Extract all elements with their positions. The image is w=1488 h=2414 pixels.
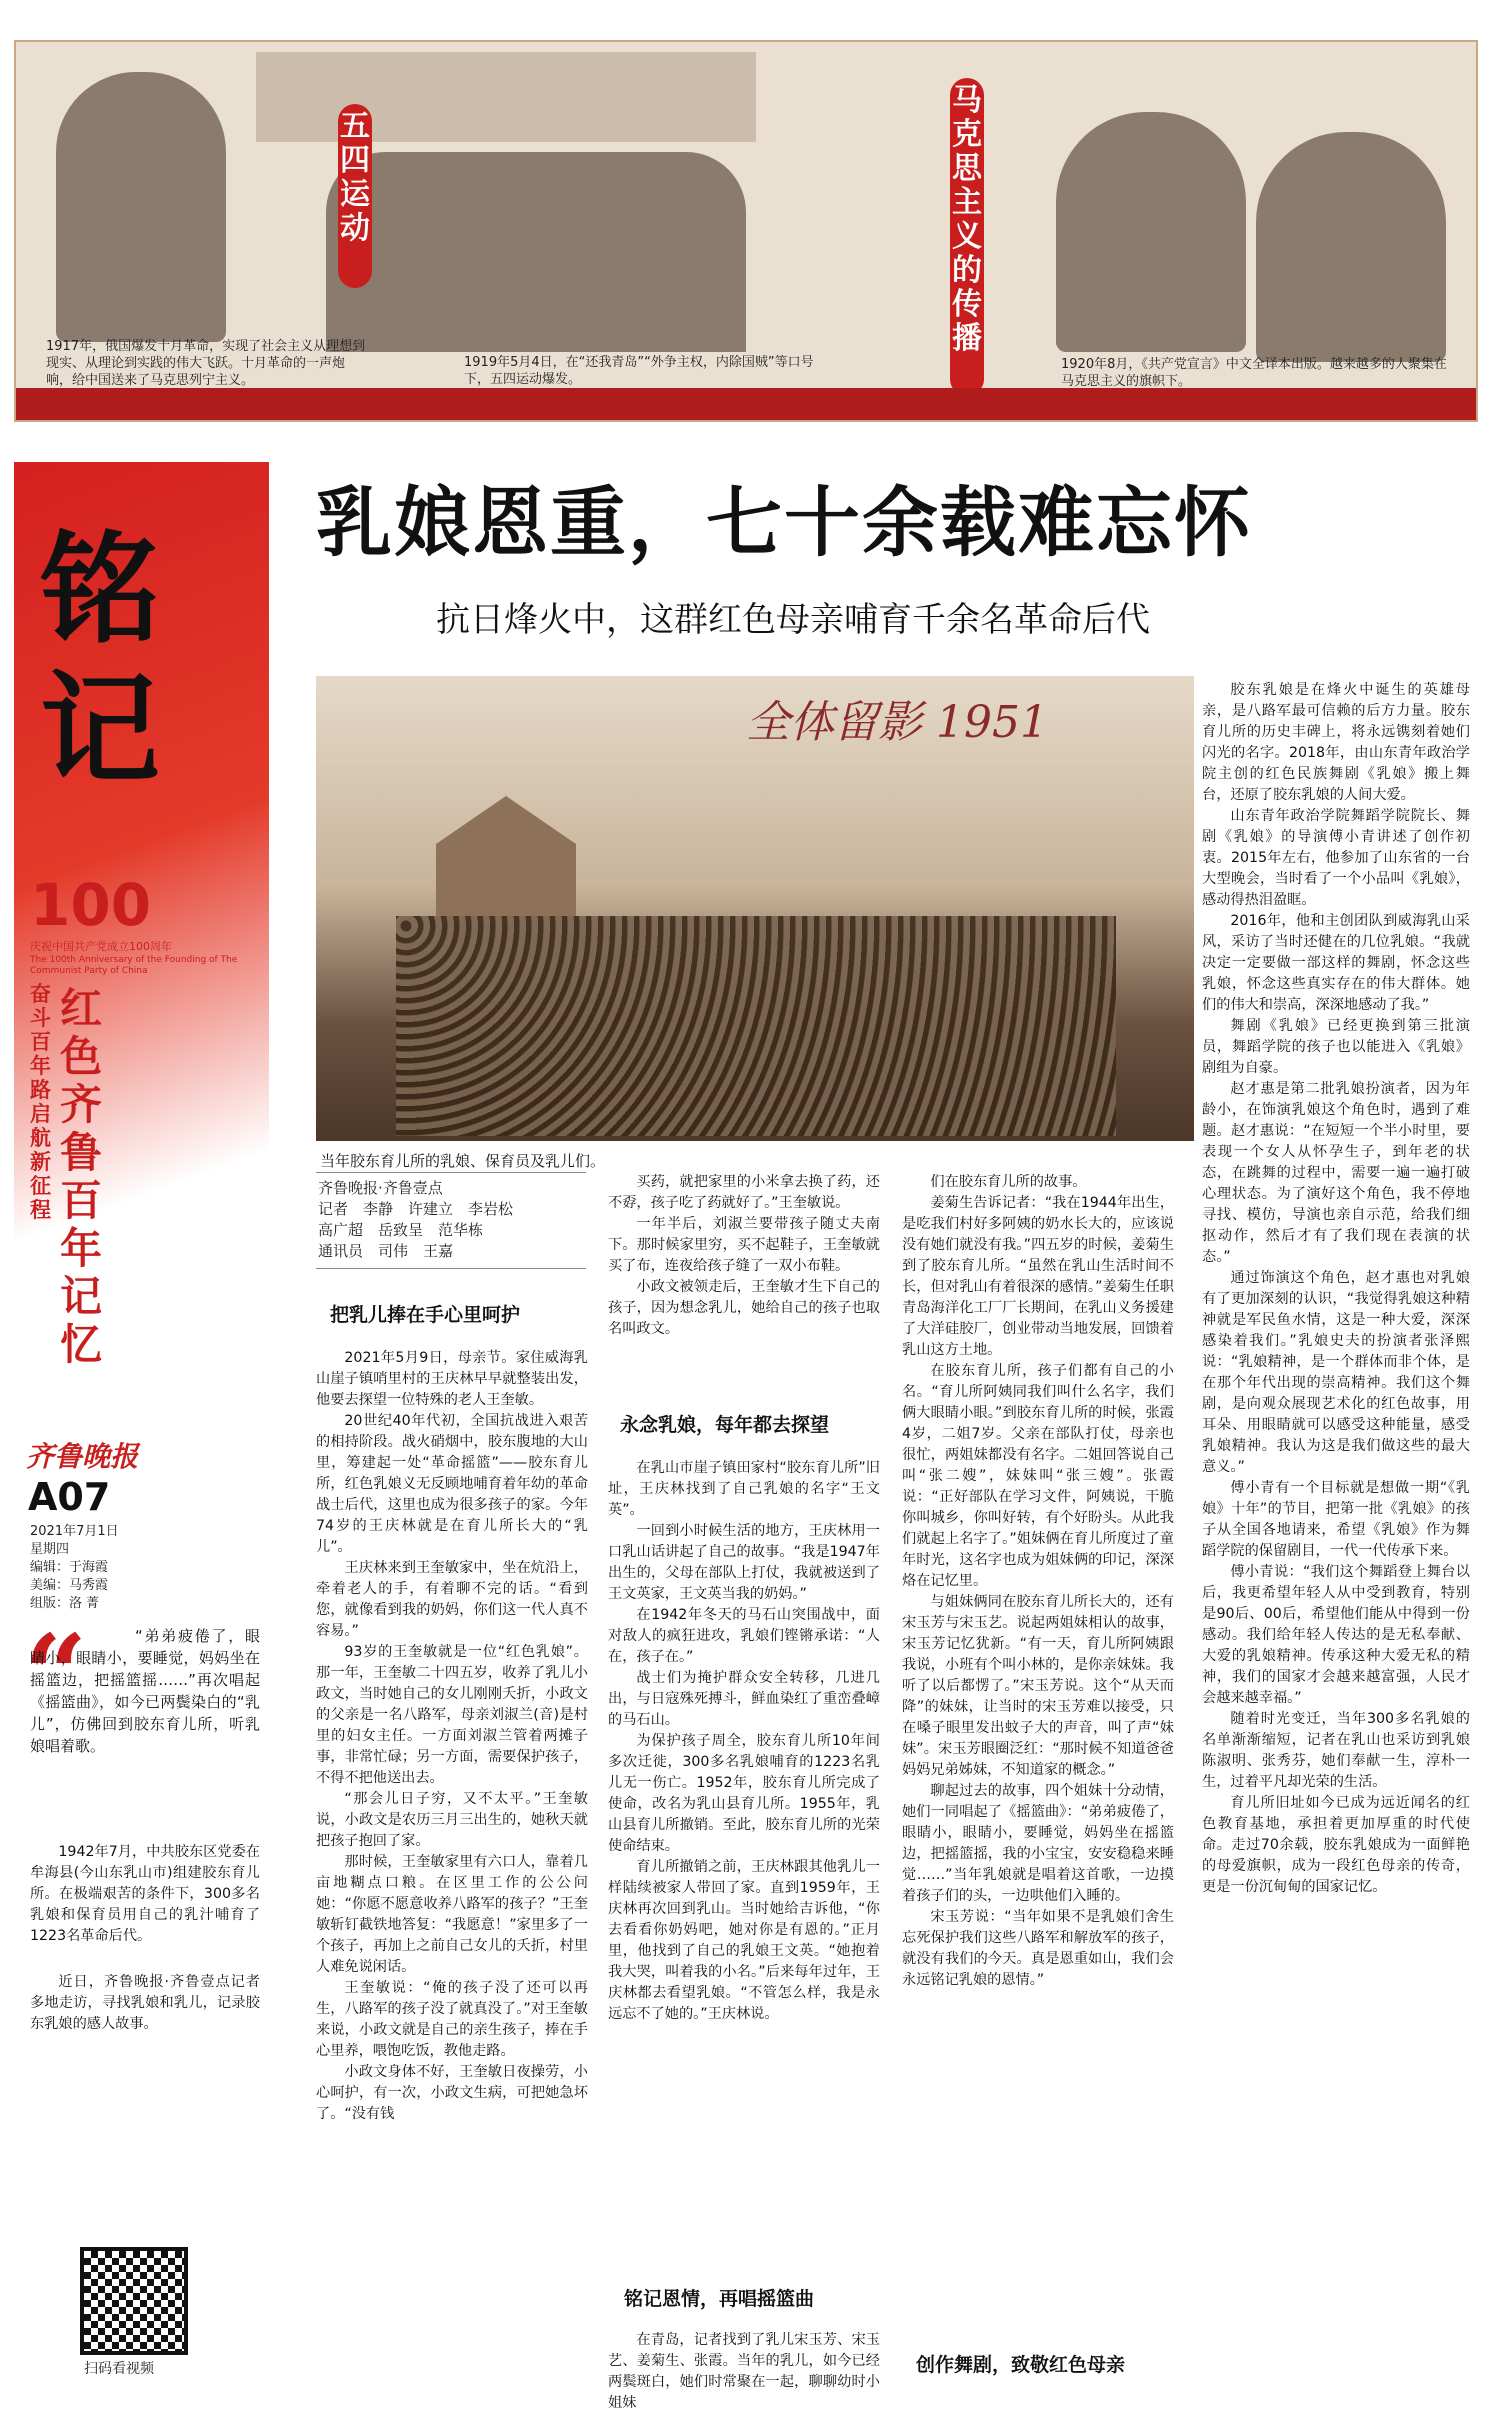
anniversary-text: 庆祝中国共产党成立100周年 (30, 940, 172, 953)
caption-october-revolution: 1917年，俄国爆发十月革命，实现了社会主义从理想到现实、从理论到实践的伟大飞跃。十月革命的一声炮响，给中国送来了马克思列宁主义。 (46, 339, 366, 388)
paper-name: 齐鲁晚报 (26, 1440, 139, 1473)
section-heading-2: 永念乳娘，每年都去探望 (620, 1414, 830, 1436)
headline: 乳娘恩重，七十余载难忘怀 (316, 478, 1252, 567)
group-photo-1951 (316, 676, 1194, 1141)
byline: 齐鲁晚报·齐鲁壹点 记者 李静 许建立 李岩松 高广超 岳致呈 范华栋 通讯员 司伟 王嘉 (318, 1179, 514, 1260)
article-column-4: 胶东乳娘是在烽火中诞生的英雄母亲，是八路军最可信赖的后方力量。胶东育儿所的历史丰碑上，将永远镌刻着她们闪光的名字。2018年，由山东青年政治学院主创的红色民族舞剧《乳娘》搬上舞台，还原了胶东乳娘的人间大爱。 山东青年政治学院舞蹈学院院长、舞剧《乳娘》的导演傅小青讲述了创作初衷。2015年左右，他参加了山东省的一台大型晚会，当时看了一个小品叫《乳娘》，感动得热泪盈眶。 2016年，他和主创团队到威海乳山采风，采访了当时还健在的几位乳娘。“我就决定一定要做一部这样的舞剧，怀念这些乳娘，怀念这些真实存在的伟大群体。她们的伟大和崇高，深深地感动了我。” 舞剧《乳娘》已经更换到第三批演员，舞蹈学院的孩子也以能进入《乳娘》剧组为自豪。 赵才惠是第二批乳娘扮演者，因为年龄小，在饰演乳娘这个角色时，遇到了难题。赵才惠说：“在短短一个半小时里，要表现一个女人从怀孕生子，到年老的状态，在跳舞的过程中，需要一遍一遍打破心理状态。为了演好这个角色，我不停地寻找、模仿，导演也亲自示范，给我们细抠动作，然后才有了我们现在表演的状态。” 通过饰演这个角色，赵才惠也对乳娘有了更加深刻的认识，“我觉得乳娘这种精神就是军民鱼水情，这是一种大爱，深深感染着我们。”乳娘史夫的扮演者张泽熙说：“乳娘精神，是一个群体而非个体，是在那个年代出现的崇高精神。我们这个舞剧，是向观众展现艺术化的红色故事，用耳朵、用眼睛就可以感受这种能量，感受乳娘精神。我认为这是我们做这些的最大意义。” 傅小青有一个目标就是想做一期“《乳娘》十年”的节目，把第一批《乳娘》的孩子从全国各地请来，希望《乳娘》作为舞蹈学院的保留剧目，一代一代传承下来。 傅小青说：“我们这个舞蹈登上舞台以后，我更希望年轻人从中受到教育，特别是90后、00后，希望他们能从中得到一份感动。我们给年轻人传达的是无私奉献、大爱的乳娘精神。传承这种大爱无私的精神，我们的国家才会越来越富强，人民才会越来越幸福。” 随着时光变迁，当年300多名乳娘的名单渐渐缩短，记者在乳山也采访到乳娘陈淑明、张秀芬，她们奉献一生，淳朴一生，过着平凡却光荣的生活。 育儿所旧址如今已成为远近闻名的红色教育基地，承担着更加厚重的时代使命。走过70余载，胶东乳娘成为一面鲜艳的母爱旗帜，成为一段红色母亲的传奇，更是一份沉甸甸的国家记忆。 (1202, 682, 1470, 1895)
slogan: 奋斗百年路 启航新征程 (30, 981, 51, 1222)
divider (316, 1172, 586, 1173)
caption-manifesto: 1920年8月，《共产党宣言》中文全译本出版。越来越多的人聚集在马克思主义的旗帜下。 (1061, 357, 1447, 389)
may-fourth-label: 五四运动 (338, 104, 372, 288)
art-credit: 美编：马秀霞 (30, 1578, 109, 1593)
may-fourth-crowd (326, 152, 746, 352)
banner-bottom-band (16, 388, 1476, 420)
article-column-3: 们在胶东育儿所的故事。 姜菊生告诉记者：“我在1944年出生，是吃我们村好多阿姨的奶水长大的，应该说没有她们就没有我。”四五岁的时候，姜菊生到了胶东育儿所。“虽然在乳山生活时间不长，但对乳山有着很深的感情。”姜菊生任职青岛海洋化工厂厂长期间，在乳山义务援建了大洋硅胶厂，创业带动当地发展，回馈着乳山这方土地。 在胶东育儿所，孩子们都有自己的小名。“育儿所阿姨同我们叫什么名字，我们俩大眼睛小眼。”到胶东育儿所的时候，张霞4岁，二姐7岁。父亲在部队打仗，母亲也很忙，两姐妹都没有名字。二姐回答说自己叫“张二嫂”，妹妹叫“张三嫂”。张霞说：“正好部队在学习文件，阿姨说，干脆你叫城乡，你叫好转，有个好盼头。从此我们就起上名字了。”姐妹俩在育儿所度过了童年时光，这名字也成为姐妹俩的印记，深深烙在记忆里。 与姐妹俩同在胶东育儿所长大的，还有宋玉芳与宋玉艺。说起两姐妹相认的故事，宋玉芳记忆犹新。“有一天，育儿所阿姨跟我说，小班有个叫小林的，是你亲妹妹。我听了以后都愣了。”宋玉芳说。这个“从天而降”的妹妹，让当时的宋玉芳难以接受，只在嗓子眼里发出蚊子大的声音，叫了声“妹妹”。宋玉芳眼圈泛红：“那时候不知道爸爸妈妈兄弟姊妹，不知道家的概念。” 聊起过去的故事，四个姐妹十分动情，她们一同唱起了《摇篮曲》：“弟弟疲倦了，眼睛小，眼睛小，要睡觉，妈妈坐在摇篮边，把摇篮摇，我的小宝宝，安安稳稳来睡觉……”当年乳娘就是唱着这首歌，一边摸着孩子们的头，一边哄他们入睡的。 宋玉芳说：“当年如果不是乳娘们舍生忘死保护我们这些八路军和解放军的孩子，就没有我们的今天。真是恩重如山，我们会永远铭记乳娘的恩情。” (902, 1174, 1174, 1988)
section-heading-1: 把乳儿捧在手心里呵护 (330, 1304, 521, 1326)
article-column-1: 2021年5月9日，母亲节。家住威海乳山崖子镇哨里村的王庆林早早就整装出发，他要去探望一位特殊的老人王奎敏。 20世纪40年代初，全国抗战进入艰苦的相持阶段。战火硝烟中，胶东腹地的大山里，筹建起一处“革命摇篮”——胶东育儿所，红色乳娘义无反顾地哺育着年幼的革命战士后代，这里也成为很多孩子的家。今年74岁的王庆林就是在育儿所长大的“乳儿”。 王庆林来到王奎敏家中，坐在炕沿上，牵着老人的手，有着聊不完的话。“看到您，就像看到我的奶妈，你们这一代人真不容易。” 93岁的王奎敏就是一位“红色乳娘”。那一年，王奎敏二十四五岁，收养了乳儿小政文，当时她自己的女儿刚刚夭折，小政文的父亲是一名八路军，母亲刘淑兰(音)是村里的妇女主任。一方面刘淑兰管着两摊子事，非常忙碌；另一方面，需要保护孩子，不得不把他送出去。 “那会儿日子穷，又不太平。”王奎敏说，小政文是农历三月三出生的，她秋天就把孩子抱回了家。 那时候，王奎敏家里有六口人，靠着几亩地糊点口粮。在区里工作的公公问她：“你愿不愿意收养八路军的孩子？”王奎敏斩钉截铁地答复：“我愿意！”家里多了一个孩子，再加上之前自己女儿的夭折，村里人难免说闲话。 王奎敏说：“俺的孩子没了还可以再生，八路军的孩子没了就真没了。”对王奎敏来说，小政文就是自己的亲生孩子，捧在手心里养，喂饱吃饭，教他走路。 小政文身体不好，王奎敏日夜操劳，小心呵护，有一次，小政文生病，可把她急坏了。“没有钱 (316, 1350, 588, 2122)
photo-crowd (396, 916, 1116, 1136)
article-column-2b: 在乳山市崖子镇田家村“胶东育儿所”旧址，王庆林找到了自己乳娘的名字“王文英”。 一回到小时候生活的地方，王庆林用一口乳山话讲起了自己的故事。“我是1947年出生的，父母在部队上打仗，我就被送到了王文英家，王文英当我的奶妈。” 在1942年冬天的马石山突围战中，面对敌人的疯狂进攻，乳娘们铿锵承诺：“人在，孩子在。” 战士们为掩护群众安全转移，几进几出，与日寇殊死搏斗，鲜血染红了重峦叠嶂的马石山。 为保护孩子周全，胶东育儿所10年间多次迁徙，300多名乳娘哺育的1223名乳儿无一伤亡。1952年，胶东育儿所完成了使命，改名为乳山县育儿所。1955年，乳山县育儿所撤销。至此，胶东育儿所的光荣使命结束。 育儿所撤销之前，王庆林跟其他乳儿一样陆续被家人带回了家。直到1959年，王庆林再次回到乳山。当时她给吉诉他，“你去看看你奶妈吧，她对你是有恩的。”正月里，他找到了自己的乳娘王文英。“她抱着我大哭，叫着我的小名。”后来每年过年，王庆林都去看望乳娘。“不管怎么样，我是永远忘不了她的。”王庆林说。 (608, 1460, 880, 2022)
top-banner (14, 40, 1478, 422)
layout-credit: 组版：洛 菁 (30, 1596, 100, 1611)
caption-may-fourth: 1919年5月4日，在“还我青岛”“外争主权，内除国贼”等口号下，五四运动爆发。 (464, 355, 814, 387)
article-column-2a: 买药，就把家里的小米拿去换了药，还不孬，孩子吃了药就好了。”王奎敏说。 一年半后，刘淑兰要带孩子随丈夫南下。那时候家里穷，买不起鞋子，王奎敏就买了布，连夜给孩子缝了一双小布鞋。 小政文被领走后，王奎敏才生下自己的孩子，因为想念乳儿，她给自己的孩子也取名叫政文。 (608, 1174, 880, 1337)
photo-caption: 当年胶东育儿所的乳娘、保育员及乳儿们。 (320, 1152, 606, 1170)
divider (316, 1268, 586, 1269)
subheadline: 抗日烽火中，这群红色母亲哺育千余名革命后代 (436, 600, 1150, 640)
section-heading-3: 铭记恩情，再唱摇篮曲 (624, 2288, 815, 2310)
issue-weekday: 星期四 (30, 1542, 70, 1557)
marxism-label: 马克思主义的传播 (950, 78, 984, 396)
engels-figure (1256, 132, 1446, 362)
marx-figure (1056, 112, 1246, 352)
intro-quote: “弟弟疲倦了，眼睛小，眼睛小，要睡觉，妈妈坐在摇篮边，把摇篮摇……”再次唱起《摇篮曲》，如今已两鬓染白的“乳儿”，仿佛回到胶东育儿所，听乳娘唱着歌。 (30, 1627, 260, 1755)
qr-label: 扫码看视频 (84, 2361, 154, 2377)
issue-date: 2021年7月1日 (30, 1524, 119, 1539)
editor-credit: 编辑：于海霞 (30, 1560, 109, 1575)
anniversary-text-en: The 100th Anniversary of the Founding of The Communist Party of China (30, 955, 238, 976)
intro-paragraph-1: 1942年7月，中共胶东区党委在牟海县(今山东乳山市)组建胶东育儿所。在极端艰苦的条件下，300多名乳娘和保育员用自己的乳汁哺育了1223名革命后代。 (30, 1844, 260, 1944)
column-title: 铭记 (40, 519, 160, 800)
gate-structure (436, 796, 576, 916)
tiananmen-background (256, 52, 756, 142)
section-heading-4: 创作舞剧，致敬红色母亲 (916, 2354, 1126, 2376)
intro-paragraph-2: 近日，齐鲁晚报·齐鲁壹点记者多地走访，寻找乳娘和乳儿，记录胶东乳娘的感人故事。 (30, 1974, 260, 2032)
qr-code[interactable] (80, 2247, 188, 2355)
centenary-logo: 100 (30, 871, 152, 939)
series-red-qilu: 红色齐鲁 百年记忆 (60, 984, 103, 1369)
photo-inscription: 全体留影 1951 (746, 697, 1048, 748)
lenin-figure (56, 72, 226, 342)
article-column-2c: 在青岛，记者找到了乳儿宋玉芳、宋玉艺、姜菊生、张霞。当年的乳儿，如今已经两鬓斑白，她们时常聚在一起，聊聊幼时小姐妹 (608, 2332, 880, 2411)
page-number: A07 (28, 1475, 111, 1519)
quote-mark-icon: “ (24, 1610, 88, 1739)
